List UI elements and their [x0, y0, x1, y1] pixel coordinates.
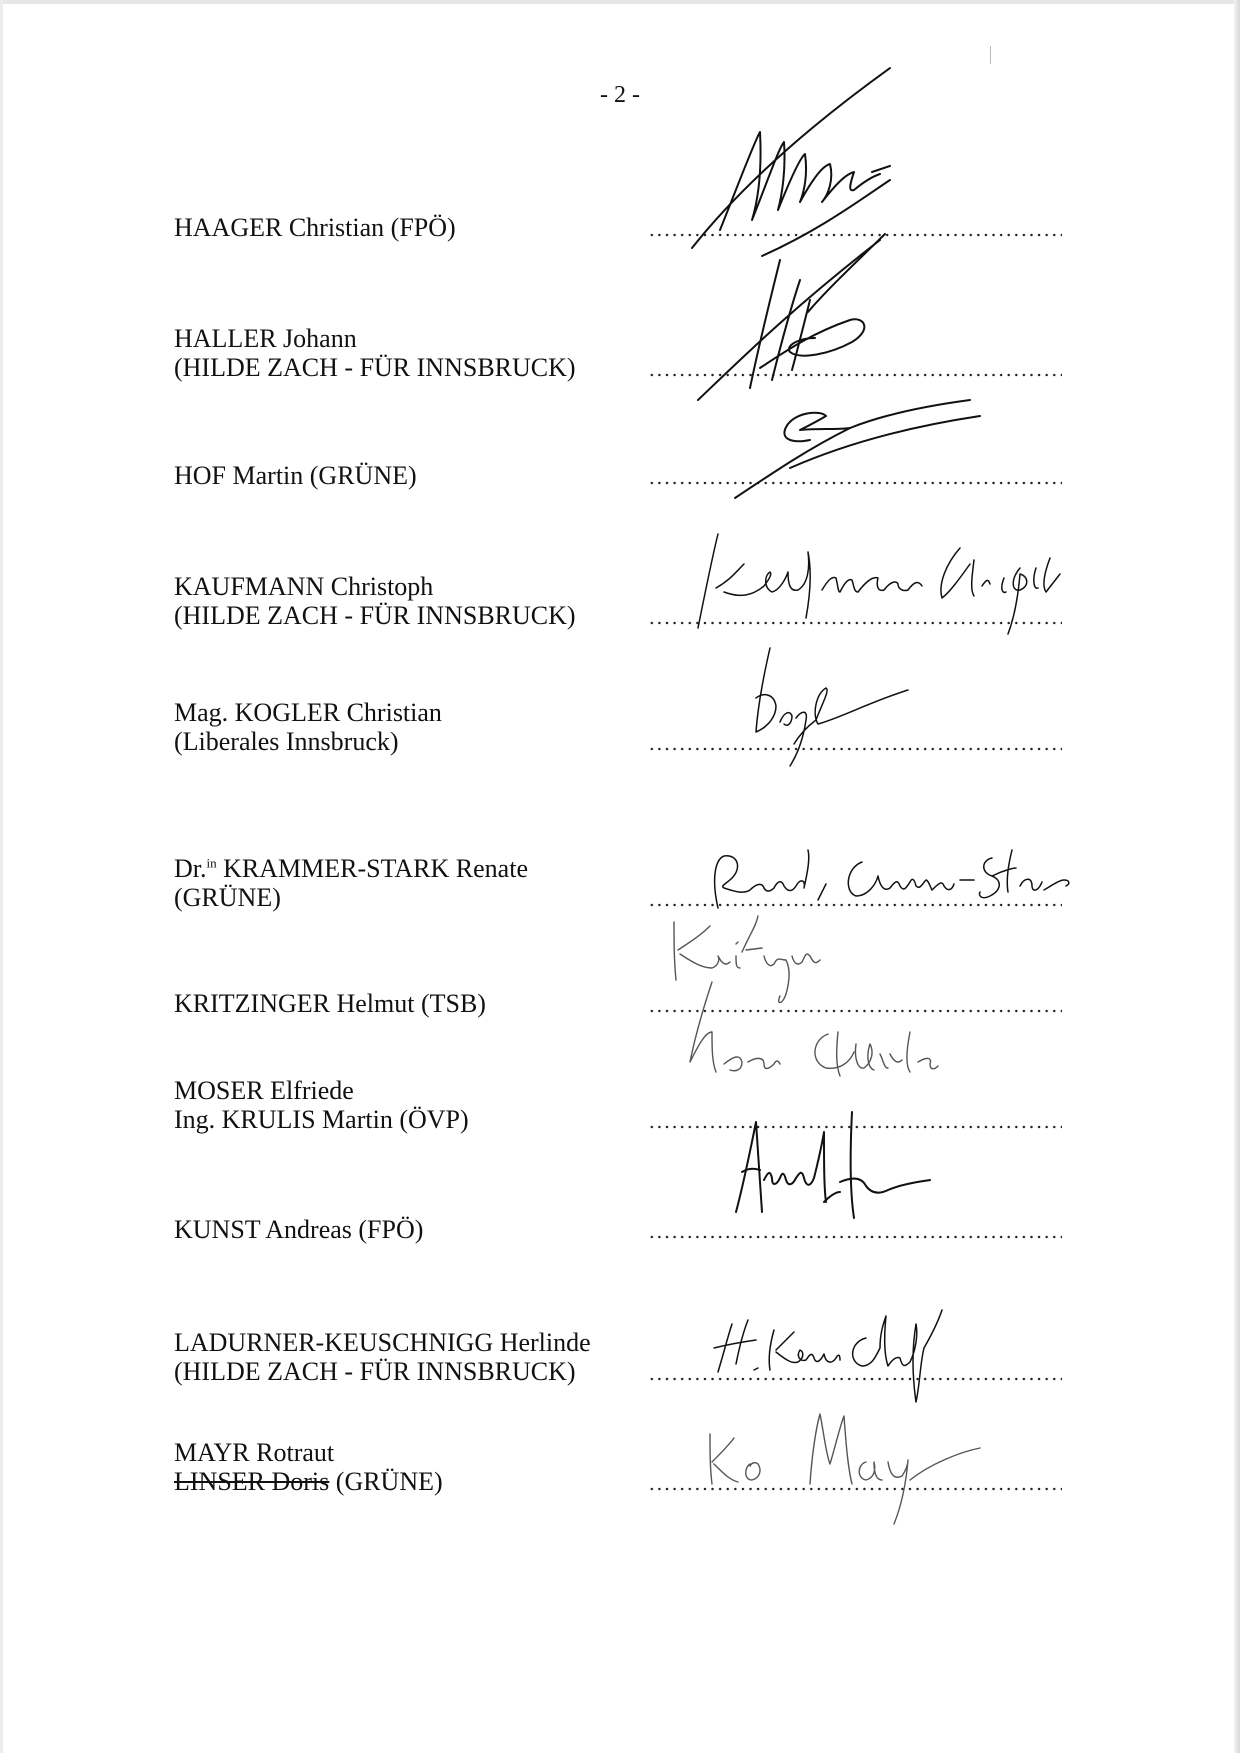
name-line: Ing. KRULIS Martin (ÖVP): [174, 1105, 469, 1134]
party-line: (HILDE ZACH - FÜR INNSBRUCK): [174, 1357, 576, 1386]
member-name: [174, 1215, 423, 1244]
name-line: Mag. KOGLER Christian: [174, 698, 442, 727]
party-line: (HILDE ZACH - FÜR INNSBRUCK): [174, 353, 576, 382]
page-number: - 2 -: [600, 82, 640, 108]
handwritten-signature: [640, 1334, 1100, 1524]
member-name-text: KRAMMER-STARK Renate: [216, 854, 528, 883]
name-line: LADURNER-KEUSCHNIGG Herlinde: [174, 1328, 591, 1357]
name-line: MOSER Elfriede: [174, 1076, 354, 1105]
party-line: (HILDE ZACH - FÜR INNSBRUCK): [174, 601, 576, 630]
member-name: [174, 461, 417, 490]
academic-title: Dr.: [174, 854, 207, 883]
struck-name: LINSER Doris: [174, 1467, 330, 1496]
signature-row: [0, 1376, 1240, 1496]
name-line: KUNST Andreas (FPÖ): [174, 1215, 424, 1244]
name-line: HOF Martin (GRÜNE): [174, 461, 417, 490]
party-line: (GRÜNE): [174, 883, 281, 912]
party-line: (Liberales Innsbruck): [174, 727, 399, 756]
name-line: KAUFMANN Christoph: [174, 572, 434, 601]
signature-row: [0, 636, 1240, 756]
name-line: KRITZINGER Helmut (TSB): [174, 989, 486, 1018]
title-suffix: in: [206, 855, 217, 871]
scan-edge: [0, 0, 1240, 4]
scan-mark: [990, 46, 991, 64]
name-line: [174, 1467, 443, 1496]
member-name: [174, 213, 456, 242]
member-name: [174, 698, 442, 756]
member-name: [174, 1438, 443, 1496]
member-name: [174, 572, 576, 630]
name-line: HAAGER Christian (FPÖ): [174, 213, 456, 242]
party-text: (GRÜNE): [329, 1467, 443, 1496]
name-line: HALLER Johann: [174, 324, 357, 353]
name-line: MAYR Rotraut: [174, 1438, 335, 1467]
name-line: [174, 854, 528, 883]
